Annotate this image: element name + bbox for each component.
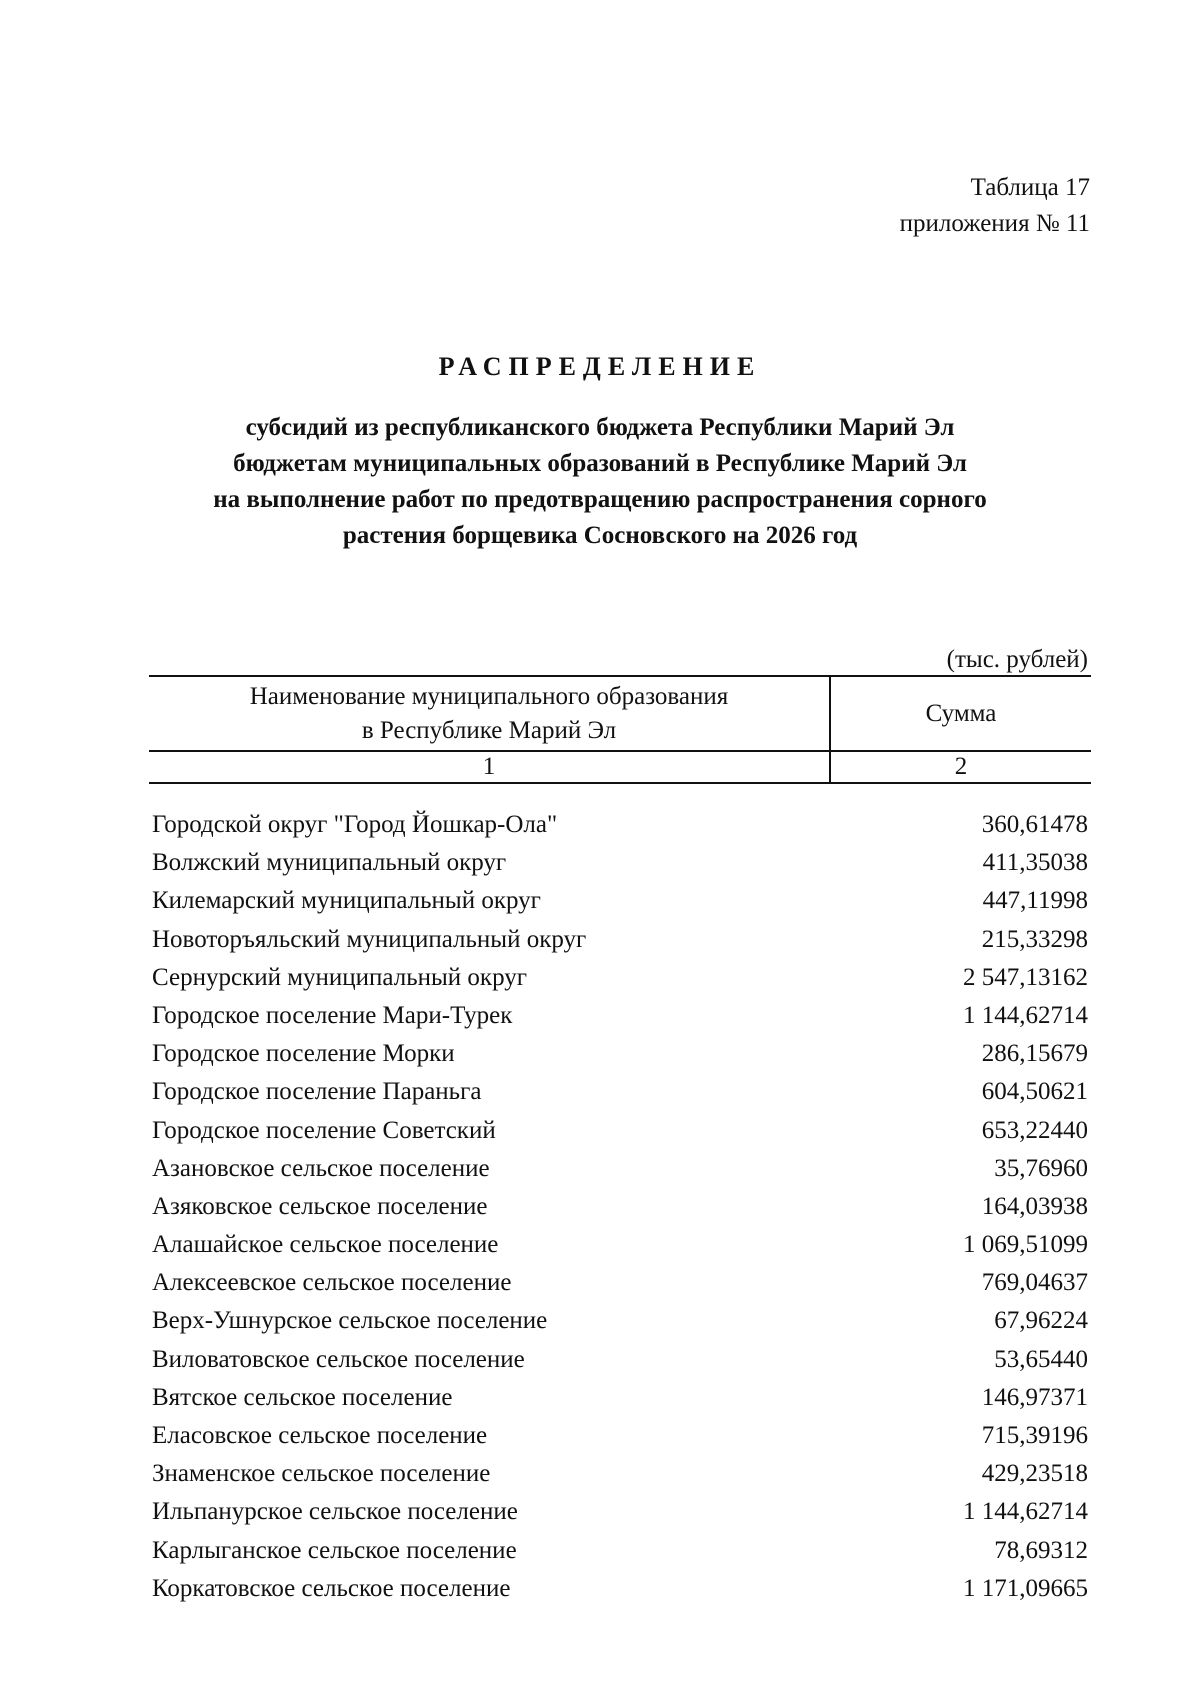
column-header-sum: Сумма bbox=[925, 699, 997, 727]
row-sum: 1 069,51099 bbox=[963, 1231, 1088, 1259]
row-name: Коркатовское сельское поселение bbox=[152, 1574, 511, 1602]
row-sum: 653,22440 bbox=[981, 1116, 1088, 1144]
row-name: Азановское сельское поселение bbox=[152, 1154, 490, 1182]
column-number-2: 2 bbox=[954, 753, 968, 780]
table-row bbox=[152, 1073, 1088, 1111]
column-header-name-line2: в Республике Марий Эл bbox=[361, 716, 617, 744]
table-row bbox=[152, 959, 1088, 997]
header-row bbox=[149, 677, 1091, 752]
table-row bbox=[152, 1035, 1088, 1073]
table-row bbox=[152, 806, 1088, 844]
row-sum: 53,65440 bbox=[994, 1345, 1088, 1373]
row-sum: 604,50621 bbox=[981, 1078, 1088, 1106]
row-name: Алашайское сельское поселение bbox=[152, 1231, 499, 1259]
row-sum: 215,33298 bbox=[981, 925, 1088, 953]
row-name: Азяковское сельское поселение bbox=[152, 1192, 488, 1220]
subtitle-line: растения борщевика Сосновского на 2026 год bbox=[342, 522, 858, 549]
row-sum: 411,35038 bbox=[982, 849, 1088, 877]
table-row bbox=[152, 1188, 1088, 1226]
row-name: Городское поселение Советский bbox=[152, 1116, 496, 1144]
row-sum: 164,03938 bbox=[981, 1192, 1088, 1220]
row-name: Килемарский муниципальный округ bbox=[152, 887, 541, 915]
subtitle-line: на выполнение работ по предотвращению распространения сорного bbox=[213, 486, 987, 513]
row-name: Алексеевское сельское поселение bbox=[152, 1269, 512, 1297]
table-row bbox=[152, 1112, 1088, 1150]
row-sum: 715,39196 bbox=[981, 1422, 1088, 1449]
row-sum: 146,97371 bbox=[981, 1383, 1088, 1411]
subtitle-line: субсидий из республиканского бюджета Республики Марий Эл bbox=[245, 414, 955, 441]
units-label: (тыс. рублей) bbox=[946, 646, 1088, 673]
appendix-number: приложения № 11 bbox=[899, 210, 1090, 237]
table-row bbox=[152, 844, 1088, 882]
table-row bbox=[152, 921, 1088, 959]
table-row bbox=[152, 1264, 1088, 1302]
row-name: Новоторъяльский муниципальный округ bbox=[152, 925, 587, 953]
table-body bbox=[152, 806, 1088, 1608]
row-name: Карлыганское сельское поселение bbox=[152, 1536, 517, 1564]
row-sum: 286,15679 bbox=[981, 1040, 1088, 1068]
row-name: Сернурский муниципальный округ bbox=[152, 963, 527, 991]
subtitle-line: бюджетам муниципальных образований в Республике Марий Эл bbox=[233, 450, 967, 477]
column-number-1: 1 bbox=[149, 752, 831, 782]
table-row bbox=[152, 1150, 1088, 1188]
row-name: Знаменское сельское поселение bbox=[152, 1460, 491, 1488]
row-name: Городское поселение Параньга bbox=[152, 1078, 482, 1106]
table-row bbox=[152, 997, 1088, 1035]
column-header-name-line1: Наименование муниципального образования bbox=[249, 682, 729, 710]
row-sum: 78,69312 bbox=[994, 1536, 1088, 1564]
row-name: Вятское сельское поселение bbox=[152, 1383, 453, 1411]
row-name: Верх-Ушнурское сельское поселение bbox=[152, 1307, 548, 1335]
row-sum: 1 171,09665 bbox=[963, 1574, 1088, 1602]
row-name: Городское поселение Морки bbox=[152, 1040, 455, 1068]
table-header bbox=[149, 675, 1091, 784]
table-row bbox=[152, 882, 1088, 920]
row-name: Городской округ "Город Йошкар-Ола" bbox=[152, 811, 558, 838]
table-row bbox=[152, 1493, 1088, 1531]
table-row bbox=[152, 1379, 1088, 1417]
row-sum: 1 144,62714 bbox=[963, 1498, 1088, 1526]
table-reference bbox=[900, 170, 1090, 242]
row-sum: 360,61478 bbox=[981, 811, 1088, 838]
table-row bbox=[152, 1417, 1088, 1455]
table-row bbox=[152, 1455, 1088, 1493]
row-sum: 447,11998 bbox=[982, 887, 1088, 915]
row-sum: 769,04637 bbox=[981, 1269, 1088, 1297]
row-name: Ильпанурское сельское поселение bbox=[152, 1498, 518, 1526]
column-header-name bbox=[149, 677, 831, 750]
row-sum: 67,96224 bbox=[994, 1307, 1088, 1335]
row-name: Еласовское сельское поселение bbox=[152, 1422, 488, 1449]
row-name: Виловатовское сельское поселение bbox=[152, 1345, 525, 1373]
table-row bbox=[152, 1226, 1088, 1264]
table-row bbox=[152, 1302, 1088, 1340]
row-sum: 429,23518 bbox=[981, 1460, 1088, 1488]
document-subtitle bbox=[100, 410, 1100, 554]
row-name: Волжский муниципальный округ bbox=[152, 849, 507, 877]
table-row bbox=[152, 1341, 1088, 1379]
document-title: РАСПРЕДЕЛЕНИЕ bbox=[438, 352, 762, 381]
row-sum: 1 144,62714 bbox=[963, 1001, 1088, 1029]
row-sum: 35,76960 bbox=[994, 1154, 1088, 1182]
row-name: Городское поселение Мари-Турек bbox=[152, 1001, 513, 1029]
table-row bbox=[152, 1532, 1088, 1570]
table-number: Таблица 17 bbox=[970, 174, 1090, 201]
table-row bbox=[152, 1570, 1088, 1608]
column-number-row bbox=[149, 752, 1091, 784]
row-sum: 2 547,13162 bbox=[963, 963, 1088, 991]
